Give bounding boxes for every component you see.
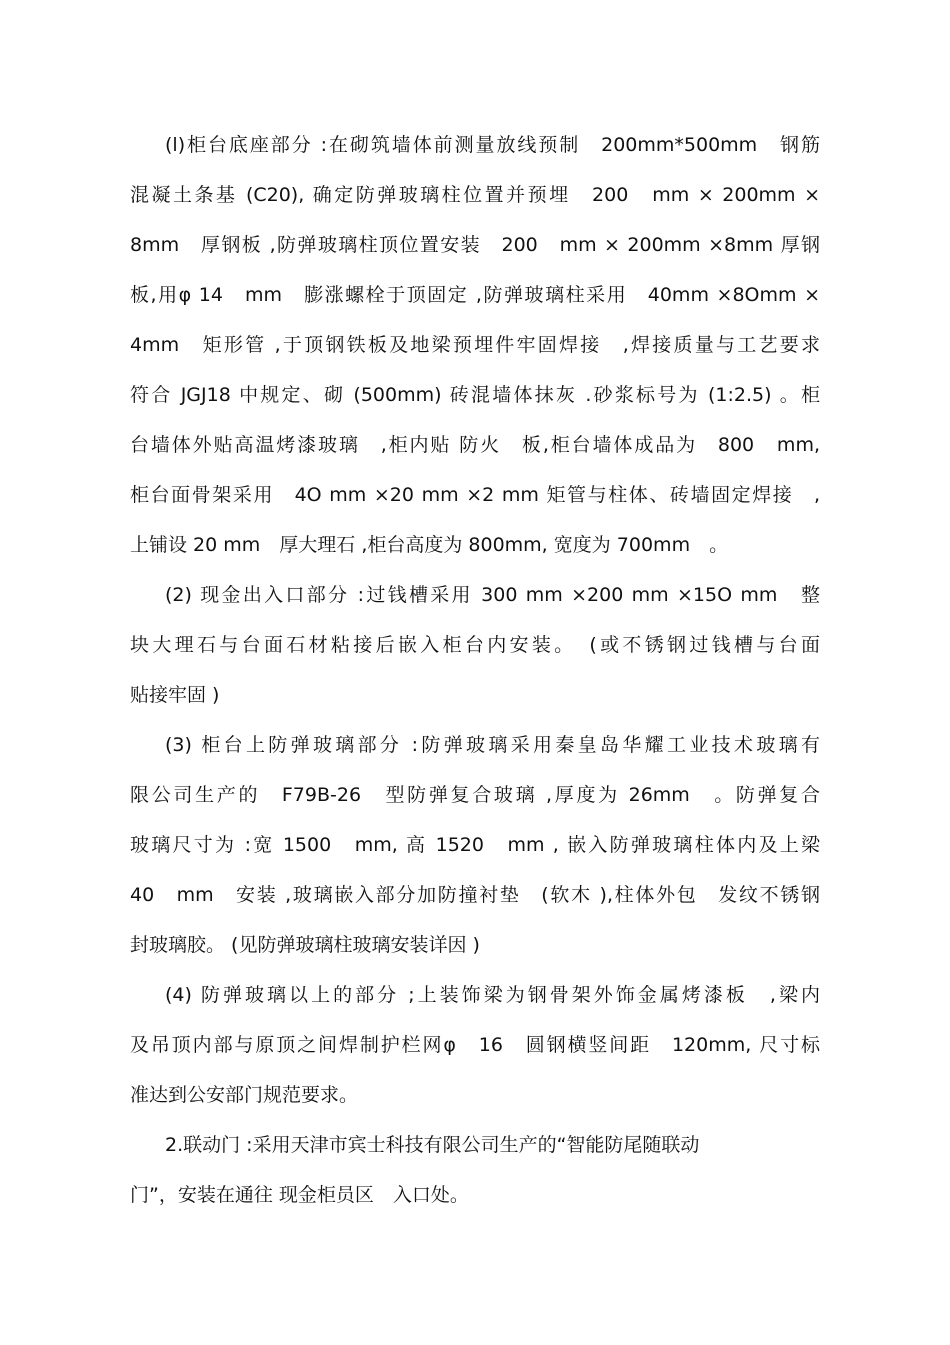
text-line-6: 符合 JGJ18 中规定、砌 (500mm) 砖混墙体抹灰 .砂浆标号为 (1:2.5) 。柜	[130, 384, 820, 406]
text-line-8: 柜台面骨架采用 4O mm ×20 mm ×2 mm 矩管与柱体、砖墙固定焊接 ,	[130, 484, 820, 506]
text-line-22: 门”，安装在通往 现金柜员区 入口处。	[130, 1184, 469, 1206]
text-line-10: (2) 现金出入口部分 :过钱槽采用 300 mm ×200 mm ×15O mm 整	[165, 584, 820, 606]
text-line-18: (4) 防弹玻璃以上的部分 ;上装饰梁为钢骨架外饰金属烤漆板 ,梁内	[165, 984, 820, 1006]
text-line-19: 及吊顶内部与原顶之间焊制护栏网φ 16 圆钢横竖间距 120mm, 尺寸标	[130, 1034, 820, 1056]
text-line-13: (3) 柜台上防弹玻璃部分 :防弹玻璃采用秦皇岛华耀工业技术玻璃有	[165, 734, 820, 756]
text-line-12: 贴接牢固 )	[130, 684, 220, 706]
text-line-16: 40 mm 安装 ,玻璃嵌入部分加防撞衬垫 (软木 ),柱体外包 发纹不锈钢	[130, 884, 820, 906]
text-line-15: 玻璃尺寸为 :宽 1500 mm, 高 1520 mm , 嵌入防弹玻璃柱体内及上梁	[130, 834, 820, 856]
text-line-3: 8mm 厚钢板 ,防弹玻璃柱顶位置安装 200 mm × 200mm ×8mm 厚钢	[130, 234, 820, 256]
text-line-21: 2.联动门 :采用天津市宾士科技有限公司生产的“智能防尾随联动	[165, 1134, 700, 1156]
text-line-1: (l)柜台底座部分 :在砌筑墙体前测量放线预制 200mm*500mm 钢筋	[165, 134, 820, 156]
text-line-20: 准达到公安部门规范要求。	[130, 1084, 359, 1106]
text-line-7: 台墙体外贴高温烤漆玻璃 ,柜内贴 防火 板,柜台墙体成品为 800 mm,	[130, 434, 820, 456]
text-line-2: 混凝土条基 (C20), 确定防弹玻璃柱位置并预埋 200 mm × 200mm ×	[130, 184, 820, 206]
text-line-5: 4mm 矩形管 ,于顶钢铁板及地梁预埋件牢固焊接 ,焊接质量与工艺要求	[130, 334, 820, 356]
text-line-11: 块大理石与台面石材粘接后嵌入柜台内安装。 (或不锈钢过钱槽与台面	[130, 634, 820, 656]
text-line-9: 上铺设 20 mm 厚大理石 ,柜台高度为 800mm, 宽度为 700mm 。	[130, 534, 729, 556]
text-line-14: 限公司生产的 F79B-26 型防弹复合玻璃 ,厚度为 26mm 。防弹复合	[130, 784, 820, 806]
text-line-17: 封玻璃胶。 (见防弹玻璃柱玻璃安装详因 )	[130, 934, 480, 956]
text-line-4: 板,用φ 14 mm 膨涨螺栓于顶固定 ,防弹玻璃柱采用 40mm ×8Omm ×	[130, 284, 820, 306]
